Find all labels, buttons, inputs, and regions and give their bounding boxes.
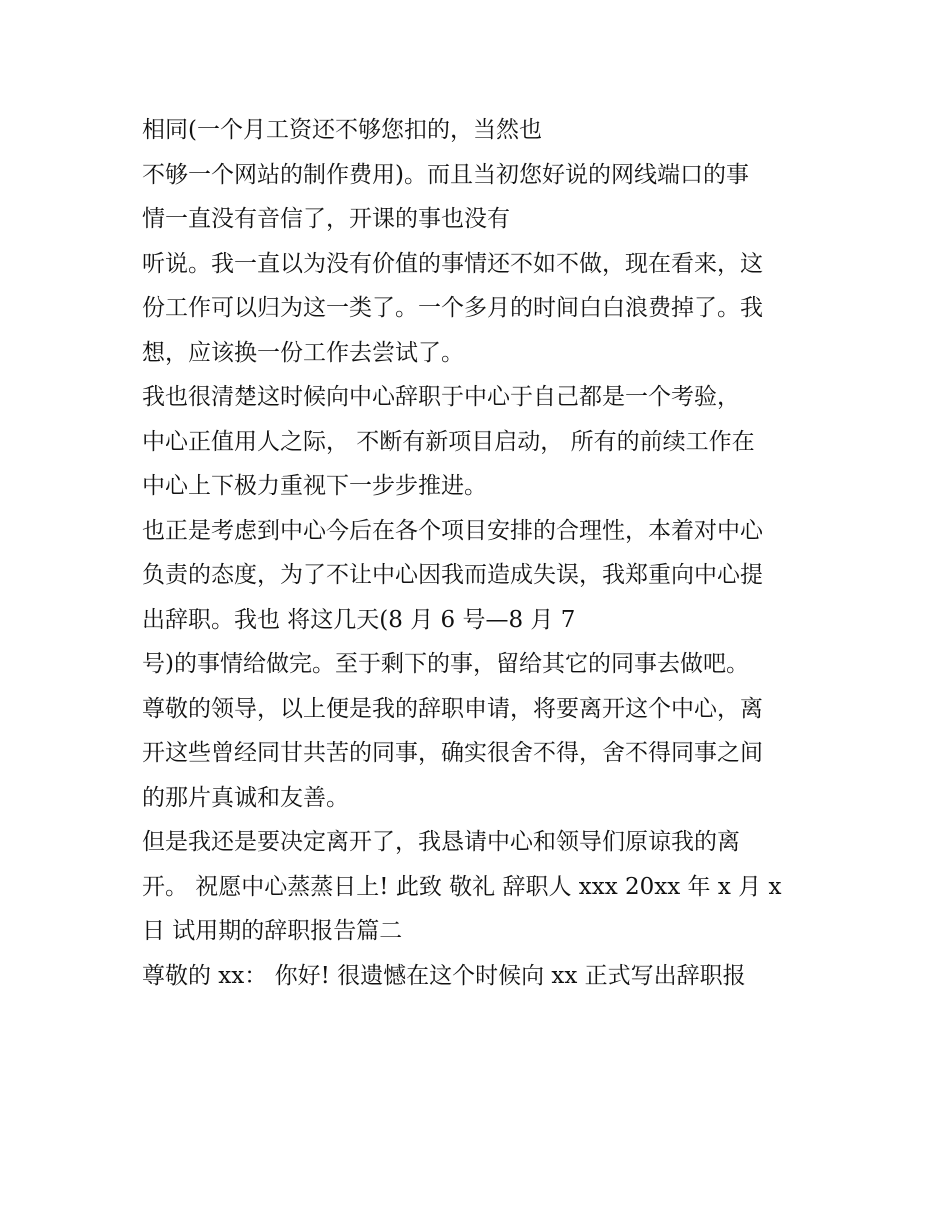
- text-line: 中心正值用人之际， 不断有新项目启动， 所有的前续工作在: [142, 428, 755, 455]
- text-line: 的那片真诚和友善。: [142, 784, 349, 811]
- text-line: 开这些曾经同甘共苦的同事，确实很舍不得，舍不得同事之间: [142, 740, 763, 766]
- text-line: 日 试用期的辞职报告篇二: [142, 918, 403, 944]
- document-body: [142, 108, 842, 998]
- text-line: 相同(一个月工资还不够您扣的，当然也: [142, 117, 542, 143]
- text-line: 我也很清楚这时候向中心辞职于中心于自己都是一个考验，: [142, 384, 740, 410]
- text-line: 尊敬的领导，以上便是我的辞职申请，将要离开这个中心，离: [142, 695, 763, 722]
- text-line: 听说。我一直以为没有价值的事情还不如不做，现在看来，这: [142, 250, 763, 277]
- text-line: 也正是考虑到中心今后在各个项目安排的合理性，本着对中心: [142, 517, 763, 544]
- text-line: 不够一个网站的制作费用)。而且当初您好说的网线端口的事: [142, 161, 749, 188]
- text-line: 情一直没有音信了，开课的事也没有: [142, 206, 510, 232]
- text-line: 负责的态度，为了不让中心因我而造成失误，我郑重向中心提: [142, 562, 763, 588]
- text-line: 但是我还是要决定离开了，我恳请中心和领导们原谅我的离: [142, 829, 740, 855]
- text-line: 开。 祝愿中心蒸蒸日上! 此致 敬礼 辞职人 xxx 20xx 年 x 月 x: [142, 873, 782, 900]
- text-line: 出辞职。我也 将这几天(8 月 6 号—8 月 7: [142, 606, 576, 633]
- text-line: 号)的事情给做完。至于剩下的事，留给其它的同事去做吧。: [142, 651, 749, 677]
- text-line: 尊敬的 xx： 你好! 很遗憾在这个时候向 xx 正式写出辞职报: [142, 962, 746, 989]
- text-line: 想，应该换一份工作去尝试了。: [142, 339, 464, 366]
- text-line: 份工作可以归为这一类了。一个多月的时间白白浪费掉了。我: [142, 295, 763, 321]
- text-line: 中心上下极力重视下一步步推进。: [142, 473, 487, 499]
